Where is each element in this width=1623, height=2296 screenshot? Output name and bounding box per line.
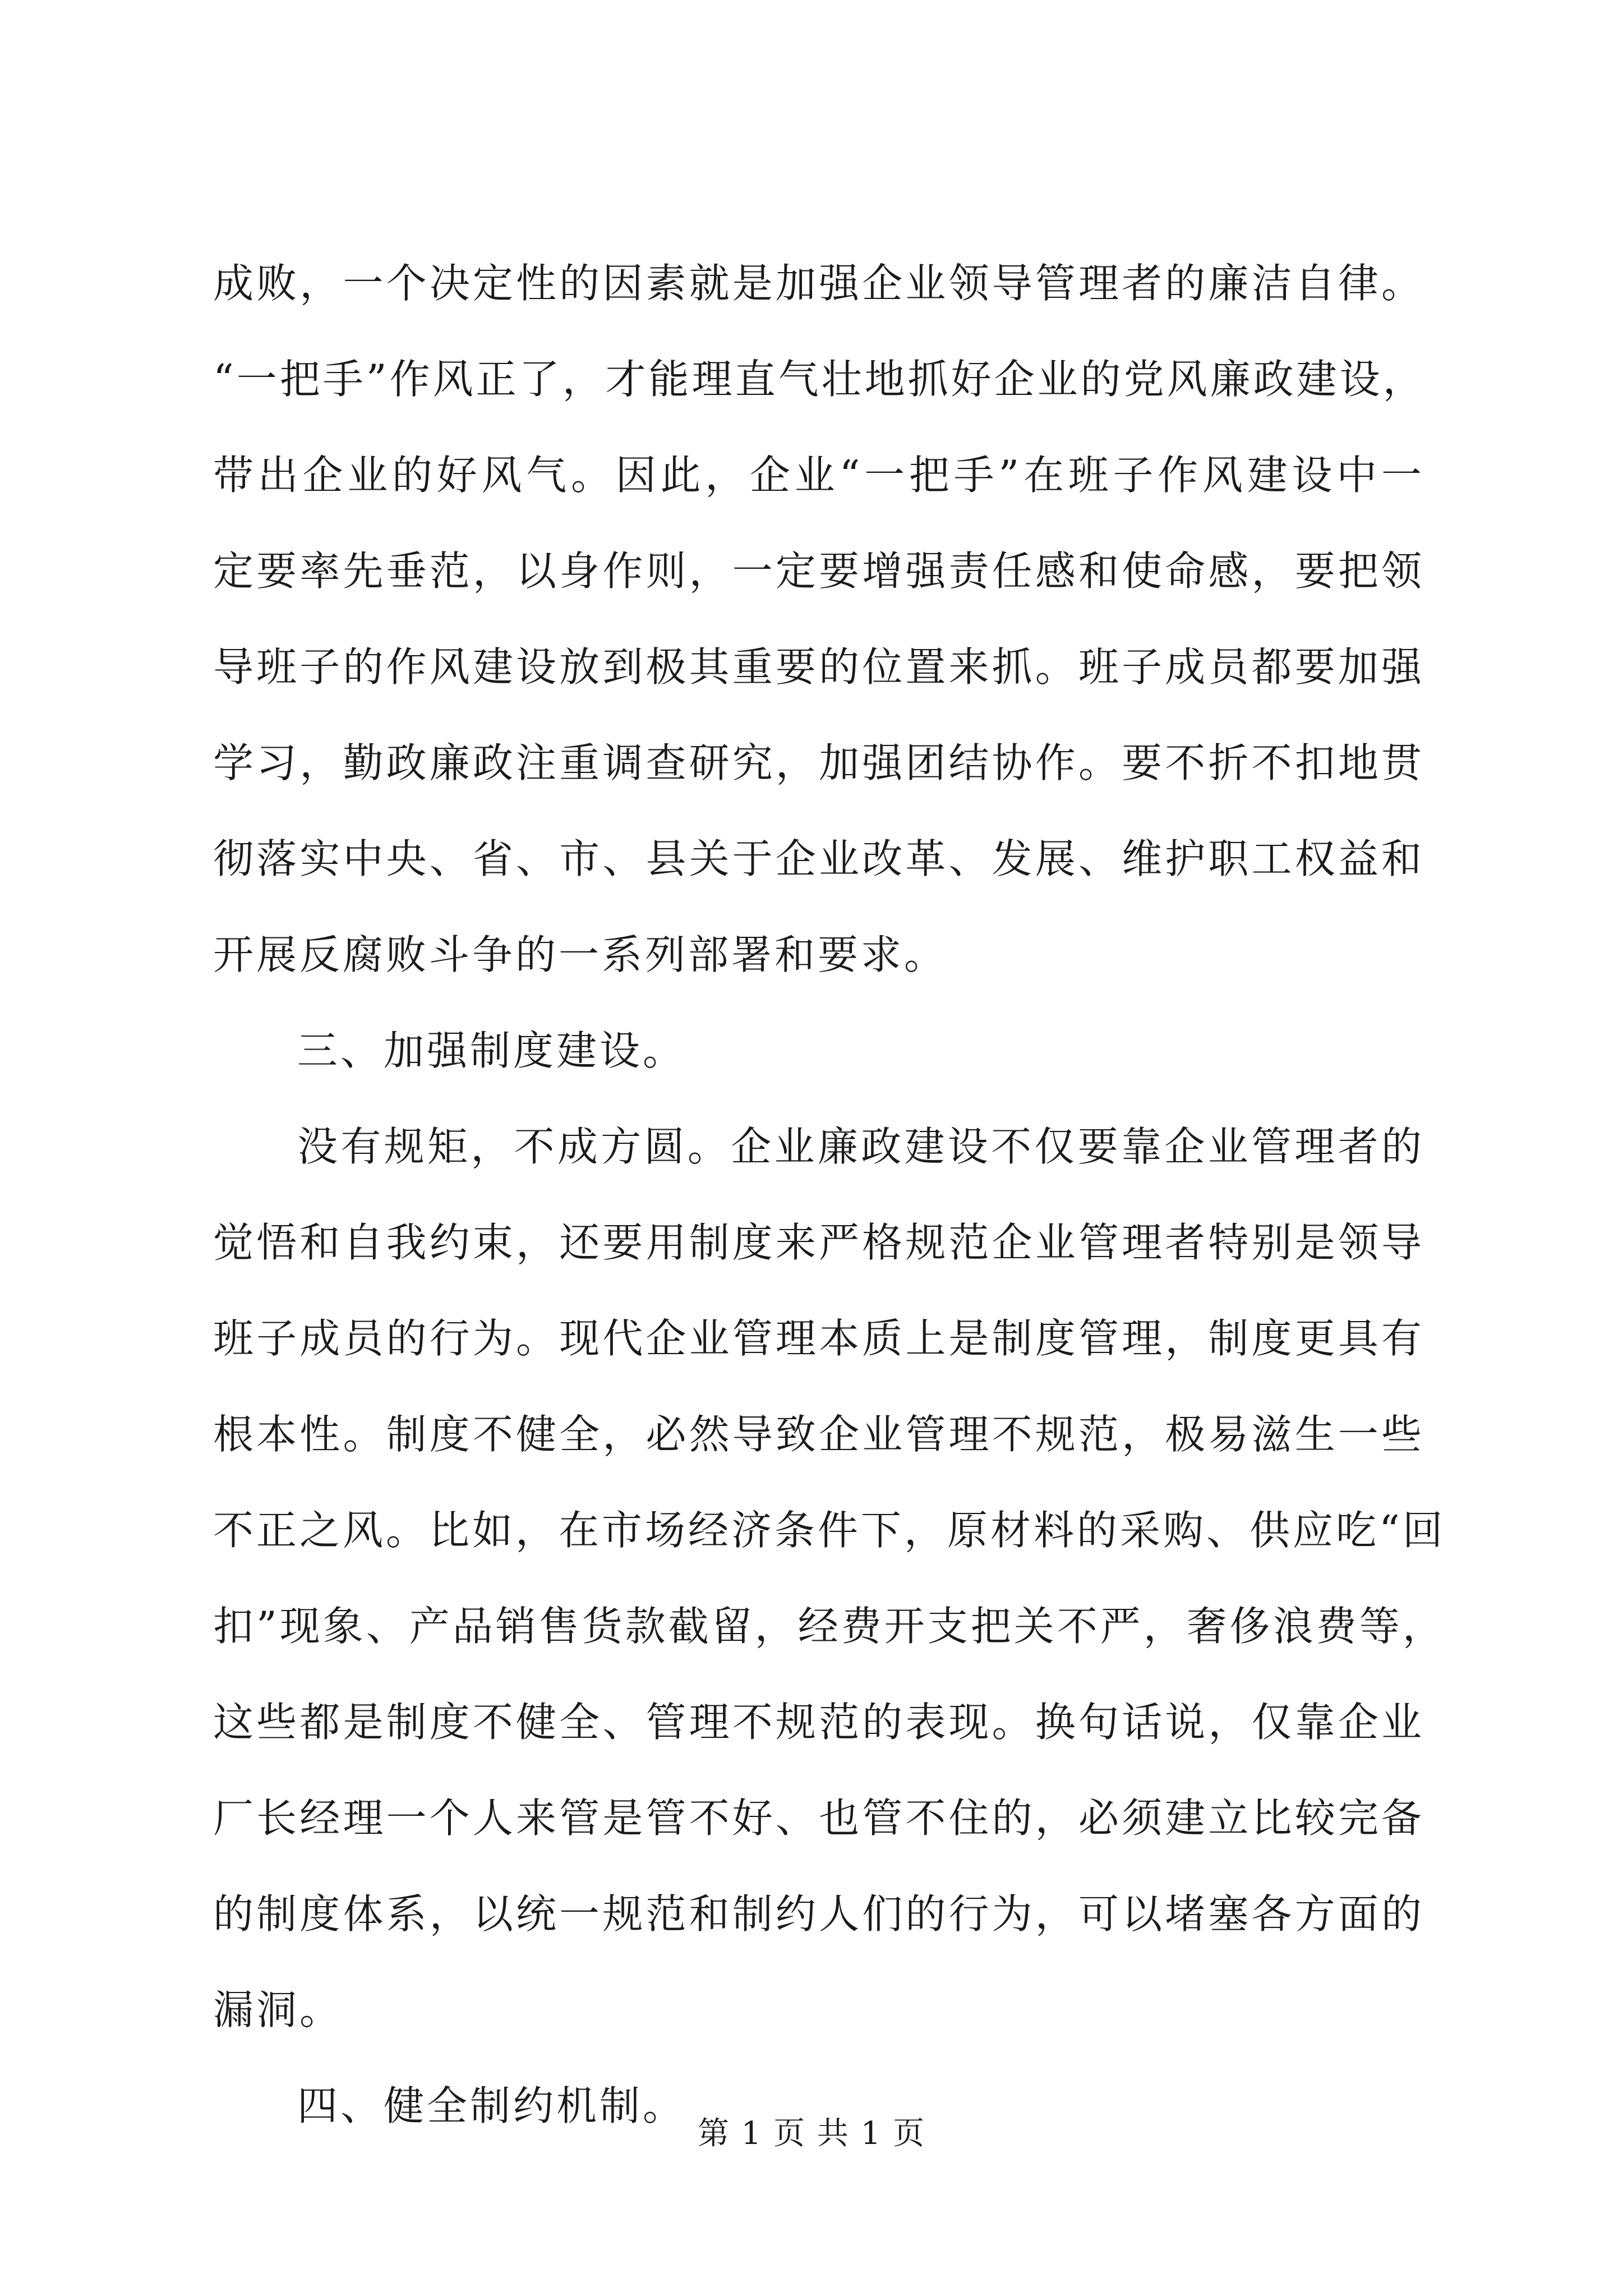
paragraph-line: 根本性。制度不健全，必然导致企业管理不规范，极易滋生一些 (213, 1411, 1424, 1458)
paragraph-line: 厂长经理一个人来管是管不好、也管不住的，必须建立比较完备 (213, 1795, 1424, 1842)
paragraph-line: 彻落实中央、省、市、县关于企业改革、发展、维护职工权益和 (213, 835, 1424, 882)
paragraph-line: 漏洞。 (213, 1986, 343, 2033)
paragraph-line: 没有规矩，不成方圆。企业廉政建设不仅要靠企业管理者的 (297, 1123, 1424, 1170)
paragraph-line: 的制度体系，以统一规范和制约人们的行为，可以堵塞各方面的 (213, 1890, 1424, 1938)
paragraph-line: 这些都是制度不健全、管理不规范的表现。换句话说，仅靠企业 (213, 1699, 1424, 1746)
paragraph-line: 开展反腐败斗争的一系列部署和要求。 (213, 931, 948, 978)
paragraph-line: 扣”现象、产品销售货款截留，经费开支把关不严，奢侈浪费等， (213, 1603, 1446, 1650)
paragraph-line: 学习，勤政廉政注重调查研究，加强团结协作。要不折不扣地贯 (213, 739, 1424, 786)
section-heading: 四、健全制约机制。 (297, 2082, 686, 2129)
paragraph-line: 觉悟和自我约束，还要用制度来严格规范企业管理者特别是领导 (213, 1219, 1424, 1266)
paragraph-line: 班子成员的行为。现代企业管理本质上是制度管理，制度更具有 (213, 1315, 1424, 1362)
paragraph-line: 带出企业的好风气。因此，企业“一把手”在班子作风建设中一 (213, 452, 1424, 499)
section-heading: 三、加强制度建设。 (297, 1027, 686, 1074)
paragraph-line: 不正之风。比如，在市场经济条件下，原材料的采购、供应吃“回 (213, 1507, 1446, 1554)
page-number-footer: 第 1 页 共 1 页 (697, 2115, 926, 2152)
paragraph-line: 定要率先垂范，以身作则，一定要增强责任感和使命感，要把领 (213, 547, 1424, 595)
paragraph-line: 导班子的作风建设放到极其重要的位置来抓。班子成员都要加强 (213, 643, 1424, 691)
paragraph-line: 成败，一个决定性的因素就是加强企业领导管理者的廉洁自律。 (213, 260, 1424, 307)
paragraph-line: “一把手”作风正了，才能理直气壮地抓好企业的党风廉政建设， (213, 356, 1426, 403)
document-body (213, 236, 1446, 2154)
